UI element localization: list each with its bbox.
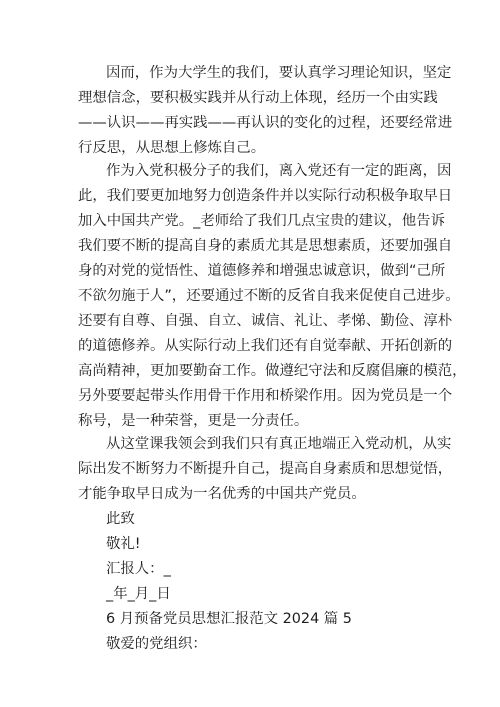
text-line: 的道德修养。从实际行动上我们还有自觉奉献、开拓创新的 bbox=[78, 338, 453, 354]
text-line: 加入中国共产党。_老师给了我们几点宝贵的建议，他告诉 bbox=[78, 213, 445, 229]
text-line: 际出发不断努力不断提升自己，提高自身素质和思想觉悟， bbox=[78, 461, 453, 477]
text-line: 不欲勿施于人”，还要通过不断的反省自我来促使自己进步。 bbox=[78, 288, 460, 304]
text-line: 身的对党的觉悟性、道德修养和增强忠诚意识，做到“己所 bbox=[78, 263, 446, 279]
text-line: 另外要要起带头作用骨干作用和桥梁作用。因为党员是一个 bbox=[78, 388, 453, 404]
text-line: 我们要不断的提高自身的素质尤其是思想素质，还要加强自 bbox=[78, 238, 453, 254]
text-line: 理想信念，要积极实践并从行动上体现，经历一个由实践 bbox=[78, 90, 438, 106]
date-line: _年_月_日 bbox=[106, 586, 171, 602]
text-line: 还要有自尊、自强、自立、诚信、礼让、孝悌、勤俭、淳朴 bbox=[78, 313, 453, 329]
text-line: 此，我们要更加地努力创造条件并以实际行动积极争取早日 bbox=[78, 188, 453, 204]
text-line: 因而，作为大学生的我们，要认真学习理论知识，坚定 bbox=[106, 65, 452, 81]
text-line: 行反思，从思想上修炼自己。 bbox=[78, 140, 266, 156]
reporter-line: 汇报人：_ bbox=[106, 561, 171, 577]
text-line: 称号，是一种荣誉，更是一分责任。 bbox=[78, 413, 309, 429]
text-line: 高尚精神，更加要勤奋工作。做遵纪守法和反腐倡廉的模范， bbox=[78, 363, 467, 379]
text-line: 作为入党积极分子的我们，离入党还有一定的距离，因 bbox=[106, 163, 452, 179]
text-line: 才能争取早日成为一名优秀的中国共产党员。 bbox=[78, 486, 366, 502]
closing-line: 敬礼! bbox=[106, 536, 141, 552]
text-line: 从这堂课我领会到我们只有真正地端正入党动机，从实 bbox=[106, 436, 452, 452]
closing-line: 此致 bbox=[106, 511, 135, 527]
section-title: 6 月预备党员思想汇报范文 2024 篇 5 bbox=[106, 611, 352, 627]
salutation: 敬爱的党组织： bbox=[106, 636, 207, 652]
text-line: ——认识——再实践——再认识的变化的过程，还要经常进 bbox=[78, 115, 453, 131]
